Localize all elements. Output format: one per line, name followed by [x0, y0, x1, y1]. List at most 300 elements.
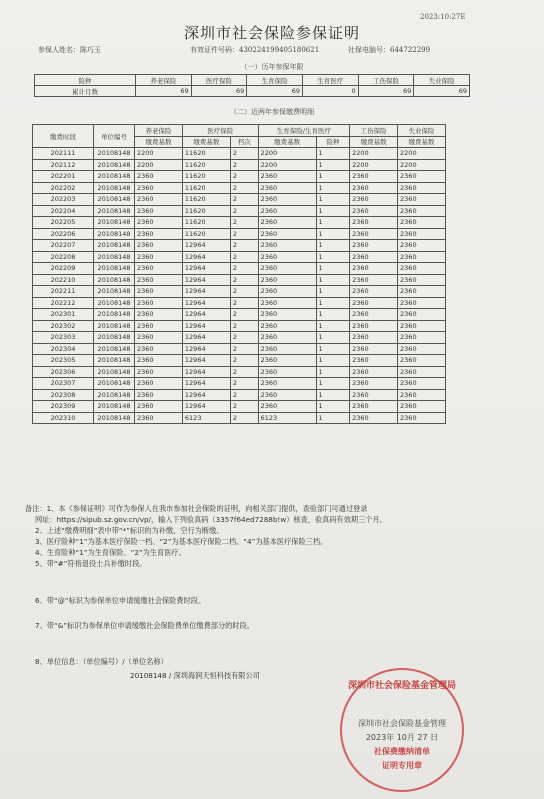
table-cell: 1 — [316, 205, 350, 217]
header-cell: 养老保险 — [135, 125, 183, 137]
table-cell: 2360 — [135, 217, 183, 229]
table-cell: 1 — [316, 240, 350, 252]
table-cell: 2360 — [135, 171, 183, 183]
table-cell: 1 — [316, 343, 350, 355]
seal-date: 2023年 10月 27 日 — [365, 733, 439, 742]
table-header-row — [33, 125, 446, 137]
table-row — [33, 148, 446, 160]
table-cell: 2200 — [350, 159, 398, 171]
table-row — [33, 228, 446, 240]
table-cell: 2 — [230, 148, 258, 160]
table-cell: 2360 — [398, 320, 446, 332]
table-cell: 69 — [358, 86, 414, 97]
table-cell: 12964 — [182, 320, 230, 332]
table-cell: 2 — [230, 412, 258, 424]
table-cell: 2360 — [258, 286, 316, 298]
table-cell: 20108148 — [94, 412, 135, 424]
table-cell: 2 — [230, 171, 258, 183]
header-cell: 生育保险/生育医疗 — [258, 125, 350, 137]
table-row — [33, 274, 446, 286]
header-cell: 工伤保险 — [350, 125, 398, 137]
table-cell: 2360 — [398, 412, 446, 424]
table-cell: 20108148 — [94, 297, 135, 309]
table-cell: 2 — [230, 240, 258, 252]
table-cell: 2360 — [350, 412, 398, 424]
table-cell: 2360 — [350, 366, 398, 378]
table-cell: 202210 — [33, 274, 94, 286]
table-cell: 2 — [230, 286, 258, 298]
table-cell: 2360 — [258, 228, 316, 240]
table-row — [33, 217, 446, 229]
table-cell: 2 — [230, 159, 258, 171]
table-cell: 2360 — [350, 274, 398, 286]
table-cell: 2360 — [350, 401, 398, 413]
table-cell: 12964 — [182, 332, 230, 344]
official-seal — [340, 668, 464, 792]
table-row — [33, 401, 446, 413]
payment-detail-table — [32, 124, 446, 424]
table-cell: 2360 — [398, 274, 446, 286]
table-cell: 2200 — [135, 159, 183, 171]
table-cell: 2360 — [258, 251, 316, 263]
header-cell: 失业保险 — [398, 125, 446, 137]
row-label: 累计月数 — [35, 86, 136, 97]
table-cell: 2360 — [135, 389, 183, 401]
table-cell: 2360 — [135, 320, 183, 332]
table-cell: 2360 — [258, 171, 316, 183]
table-cell: 202302 — [33, 320, 94, 332]
table-cell: 69 — [247, 86, 303, 97]
table-cell: 2360 — [258, 378, 316, 390]
table-cell: 2360 — [350, 286, 398, 298]
table-cell: 1 — [316, 217, 350, 229]
table-cell: 202206 — [33, 228, 94, 240]
notes-block — [25, 503, 525, 569]
table-cell: 1 — [316, 148, 350, 160]
table-cell: 20108148 — [94, 217, 135, 229]
table-cell: 202111 — [33, 148, 94, 160]
table-cell: 2360 — [135, 355, 183, 367]
table-cell: 2 — [230, 263, 258, 275]
table-cell: 12964 — [182, 389, 230, 401]
header-cell: 养老保险 — [136, 75, 192, 86]
insured-name: 陈巧玉 — [80, 46, 101, 54]
header-cell: 医疗保险 — [182, 125, 258, 137]
table-cell: 2360 — [258, 297, 316, 309]
header-cell: 生育保险 — [247, 75, 303, 86]
table-row — [33, 332, 446, 344]
table-cell: 2360 — [258, 401, 316, 413]
table-cell: 20108148 — [94, 274, 135, 286]
table-cell: 202306 — [33, 366, 94, 378]
table-cell: 2200 — [350, 148, 398, 160]
table-cell: 2360 — [350, 182, 398, 194]
table-cell: 2360 — [350, 240, 398, 252]
table-cell: 2360 — [258, 205, 316, 217]
print-date: 2023:10:27E — [420, 13, 466, 21]
table-cell: 1 — [316, 378, 350, 390]
table-cell: 2360 — [135, 194, 183, 206]
table-cell: 2360 — [398, 171, 446, 183]
insured-name-line — [38, 45, 101, 55]
table-cell: 20108148 — [94, 389, 135, 401]
table-cell: 20108148 — [94, 366, 135, 378]
table-cell: 2360 — [398, 332, 446, 344]
table-cell: 20108148 — [94, 148, 135, 160]
table-cell: 2360 — [398, 309, 446, 321]
table-cell: 11620 — [182, 159, 230, 171]
table-cell: 2360 — [350, 205, 398, 217]
table-cell: 12964 — [182, 263, 230, 275]
table-cell: 12964 — [182, 274, 230, 286]
table-cell: 2 — [230, 320, 258, 332]
card-number-label: 社保电脑号： — [348, 46, 390, 54]
table-cell: 2360 — [258, 263, 316, 275]
table-cell: 2200 — [135, 148, 183, 160]
table-cell: 1 — [316, 251, 350, 263]
note-line: 备注：1、本《参保证明》可作为参保人在我市参加社会保险的证明，向相关部门提供，查验部门可通过登录 — [25, 504, 368, 513]
table-cell: 12964 — [182, 355, 230, 367]
table-cell: 2360 — [398, 205, 446, 217]
header-cell: 医疗保险 — [191, 75, 247, 86]
table-cell: 2 — [230, 355, 258, 367]
table-cell: 2360 — [135, 286, 183, 298]
table-cell: 2360 — [398, 366, 446, 378]
table-cell: 2 — [230, 205, 258, 217]
seal-line1: 深圳市社会保险基金管理 — [358, 719, 446, 728]
table-row — [33, 286, 446, 298]
table-cell: 2360 — [398, 401, 446, 413]
table-cell: 202202 — [33, 182, 94, 194]
seal-line3: 社保费缴纳清单 — [374, 747, 430, 756]
table-cell: 202204 — [33, 205, 94, 217]
table-cell: 20108148 — [94, 332, 135, 344]
table-cell: 1 — [316, 274, 350, 286]
table-cell: 69 — [191, 86, 247, 97]
table-row — [33, 182, 446, 194]
table-cell: 20108148 — [94, 240, 135, 252]
table-row — [33, 251, 446, 263]
table-cell: 12964 — [182, 251, 230, 263]
table-cell: 20108148 — [94, 228, 135, 240]
table-cell: 2360 — [350, 332, 398, 344]
card-number: 644722299 — [390, 46, 431, 54]
table-cell: 2360 — [135, 228, 183, 240]
seal-line4: 证明专用章 — [382, 761, 422, 770]
table-cell: 2 — [230, 182, 258, 194]
table-cell: 2360 — [258, 274, 316, 286]
header-cell: 单位编号 — [94, 125, 135, 148]
table-cell: 20108148 — [94, 309, 135, 321]
table-cell: 2360 — [350, 251, 398, 263]
table-row — [33, 297, 446, 309]
table-cell: 1 — [316, 263, 350, 275]
header-cell: 缴费基数 — [398, 136, 446, 148]
table-cell: 2360 — [135, 332, 183, 344]
insured-name-label: 参保人姓名： — [38, 46, 80, 54]
table-cell: 1 — [316, 194, 350, 206]
table-cell: 2360 — [398, 355, 446, 367]
table-cell: 11620 — [182, 194, 230, 206]
table-cell: 12964 — [182, 286, 230, 298]
table-cell: 1 — [316, 171, 350, 183]
table-row — [33, 378, 446, 390]
table-cell: 2360 — [135, 297, 183, 309]
table-row — [35, 86, 470, 97]
table-cell: 2360 — [258, 355, 316, 367]
table-cell: 202201 — [33, 171, 94, 183]
table-cell: 2360 — [398, 297, 446, 309]
table-header-row — [35, 75, 470, 86]
table-cell: 2360 — [350, 389, 398, 401]
table-cell: 2360 — [398, 217, 446, 229]
table-cell: 2360 — [258, 332, 316, 344]
section1-title: （一）历年参保年限 — [240, 63, 304, 71]
table-row — [33, 240, 446, 252]
table-cell: 2360 — [398, 263, 446, 275]
table-cell: 2360 — [350, 217, 398, 229]
table-cell: 0 — [302, 86, 358, 97]
table-cell: 2 — [230, 366, 258, 378]
table-cell: 20108148 — [94, 320, 135, 332]
table-cell: 20108148 — [94, 194, 135, 206]
table-cell: 69 — [136, 86, 192, 97]
table-cell: 2360 — [258, 309, 316, 321]
table-cell: 20108148 — [94, 171, 135, 183]
header-cell: 缴费基数 — [258, 136, 316, 148]
table-cell: 2360 — [135, 251, 183, 263]
table-cell: 12964 — [182, 378, 230, 390]
header-cell: 工伤保险 — [358, 75, 414, 86]
table-cell: 2360 — [398, 240, 446, 252]
table-cell: 1 — [316, 228, 350, 240]
table-cell: 2 — [230, 332, 258, 344]
note-line: 7、带“&”标识为参保单位申请缓缴社会保险费单位缴费部分的时段。 — [35, 621, 254, 630]
table-cell: 6123 — [182, 412, 230, 424]
table-cell: 12964 — [182, 401, 230, 413]
table-cell: 2200 — [398, 148, 446, 160]
header-cell: 档次 — [230, 136, 258, 148]
table-cell: 202203 — [33, 194, 94, 206]
table-cell: 2360 — [398, 378, 446, 390]
table-cell: 20108148 — [94, 286, 135, 298]
table-cell: 2 — [230, 217, 258, 229]
table-cell: 2360 — [135, 343, 183, 355]
table-cell: 2360 — [258, 366, 316, 378]
table-row — [33, 159, 446, 171]
table-cell: 20108148 — [94, 182, 135, 194]
table-cell: 2360 — [398, 182, 446, 194]
note-line: 6、带“@”标识为参保单位申请缓缴社会保险费时段。 — [35, 596, 206, 605]
table-cell: 2 — [230, 274, 258, 286]
table-cell: 20108148 — [94, 251, 135, 263]
table-cell: 2 — [230, 194, 258, 206]
header-cell: 生育医疗 — [302, 75, 358, 86]
table-cell: 202208 — [33, 251, 94, 263]
table-cell: 202305 — [33, 355, 94, 367]
insurance-years-table — [34, 74, 470, 97]
table-cell: 202308 — [33, 389, 94, 401]
table-cell: 11620 — [182, 182, 230, 194]
table-cell: 2200 — [258, 148, 316, 160]
table-cell: 2 — [230, 343, 258, 355]
table-cell: 2360 — [350, 194, 398, 206]
table-cell: 11620 — [182, 205, 230, 217]
table-cell: 12964 — [182, 343, 230, 355]
table-cell: 2 — [230, 378, 258, 390]
table-cell: 2360 — [258, 194, 316, 206]
table-row — [33, 263, 446, 275]
table-cell: 2 — [230, 228, 258, 240]
unit-info: 20108148 / 深圳海润天恒科技有限公司 — [130, 671, 260, 680]
table-cell: 20108148 — [94, 159, 135, 171]
table-cell: 1 — [316, 297, 350, 309]
table-row — [33, 205, 446, 217]
table-cell: 2360 — [135, 378, 183, 390]
table-cell: 2360 — [135, 274, 183, 286]
table-row — [33, 412, 446, 424]
table-cell: 20108148 — [94, 343, 135, 355]
id-number: 430224199405180621 — [239, 46, 320, 54]
header-cell: 缴费基数 — [135, 136, 183, 148]
note-line: 2、上述“缴费明细”表中带“*”标识的为补缴，空行为断缴。 — [35, 526, 224, 535]
table-cell: 1 — [316, 389, 350, 401]
table-cell: 2 — [230, 251, 258, 263]
seal-arc-text: 深圳市社会保险基金管理局 — [347, 681, 456, 691]
table-cell: 11620 — [182, 228, 230, 240]
header-cell: 缴费基数 — [350, 136, 398, 148]
table-cell: 2360 — [135, 412, 183, 424]
table-row — [33, 355, 446, 367]
table-cell: 2360 — [135, 205, 183, 217]
table-cell: 202112 — [33, 159, 94, 171]
table-cell: 1 — [316, 332, 350, 344]
table-cell: 2 — [230, 389, 258, 401]
table-cell: 2360 — [135, 366, 183, 378]
table-cell: 2360 — [398, 343, 446, 355]
note-line: 3、医疗险种“1”为基本医疗保险一档、“2”为基本医疗保险二档、“4”为基本医疗保险三档。 — [35, 537, 328, 546]
table-cell: 2360 — [350, 228, 398, 240]
table-row — [33, 389, 446, 401]
table-cell: 2360 — [398, 389, 446, 401]
table-cell: 2360 — [258, 182, 316, 194]
table-cell: 2 — [230, 309, 258, 321]
table-row — [33, 343, 446, 355]
page-title: 深圳市社会保险参保证明 — [183, 24, 360, 42]
table-cell: 11620 — [182, 148, 230, 160]
table-cell: 20108148 — [94, 355, 135, 367]
table-cell: 20108148 — [94, 205, 135, 217]
card-number-line — [348, 45, 430, 55]
table-cell: 2200 — [398, 159, 446, 171]
id-number-line — [190, 45, 319, 55]
table-cell: 2 — [230, 401, 258, 413]
table-cell: 2360 — [258, 217, 316, 229]
header-cell: 缴费基数 — [182, 136, 230, 148]
header-cell: 失业保险 — [414, 75, 470, 86]
table-cell: 2200 — [258, 159, 316, 171]
table-cell: 2360 — [350, 171, 398, 183]
table-cell: 2360 — [258, 343, 316, 355]
table-cell: 2 — [230, 297, 258, 309]
table-cell: 12964 — [182, 309, 230, 321]
table-cell: 2360 — [398, 228, 446, 240]
table-cell: 202212 — [33, 297, 94, 309]
table-cell: 1 — [316, 286, 350, 298]
table-cell: 2360 — [350, 343, 398, 355]
table-cell: 2360 — [258, 320, 316, 332]
table-cell: 69 — [414, 86, 470, 97]
header-cell: 险种 — [35, 75, 136, 86]
table-cell: 2360 — [258, 389, 316, 401]
table-cell: 12964 — [182, 366, 230, 378]
table-cell: 202309 — [33, 401, 94, 413]
table-cell: 202211 — [33, 286, 94, 298]
table-cell: 1 — [316, 320, 350, 332]
table-cell: 202207 — [33, 240, 94, 252]
table-cell: 6123 — [258, 412, 316, 424]
table-cell: 2360 — [135, 309, 183, 321]
table-cell: 202303 — [33, 332, 94, 344]
table-cell: 2360 — [350, 320, 398, 332]
table-cell: 1 — [316, 309, 350, 321]
section2-title: （二）近两年参保缴费明细 — [230, 108, 314, 116]
table-cell: 1 — [316, 366, 350, 378]
table-cell: 2360 — [135, 263, 183, 275]
table-cell: 2360 — [135, 182, 183, 194]
header-cell: 缴费时段 — [33, 125, 94, 148]
table-cell: 202310 — [33, 412, 94, 424]
table-cell: 202304 — [33, 343, 94, 355]
note-line: 网址：https://sipub.sz.gov.cn/vp/，输入下列验真码（3357f64ed7288b!w）核查，验真码有效期三个月。 — [35, 515, 387, 524]
table-row — [33, 194, 446, 206]
table-cell: 202307 — [33, 378, 94, 390]
table-cell: 1 — [316, 355, 350, 367]
table-cell: 2360 — [398, 251, 446, 263]
header-cell: 险种 — [316, 136, 350, 148]
table-cell: 2360 — [398, 286, 446, 298]
id-number-label: 有效证件号码： — [190, 46, 239, 54]
table-row — [33, 309, 446, 321]
table-cell: 2360 — [398, 194, 446, 206]
table-cell: 1 — [316, 182, 350, 194]
table-cell: 20108148 — [94, 378, 135, 390]
table-cell: 1 — [316, 401, 350, 413]
table-cell: 12964 — [182, 297, 230, 309]
table-cell: 2360 — [135, 240, 183, 252]
table-cell: 11620 — [182, 217, 230, 229]
table-row — [33, 171, 446, 183]
table-cell: 2360 — [135, 401, 183, 413]
table-cell: 2360 — [258, 240, 316, 252]
table-cell: 12964 — [182, 240, 230, 252]
note-line: 8、单位信息：（单位编号）/（单位名称） — [35, 657, 168, 666]
table-cell: 202209 — [33, 263, 94, 275]
table-cell: 1 — [316, 159, 350, 171]
table-cell: 202301 — [33, 309, 94, 321]
table-cell: 11620 — [182, 171, 230, 183]
table-cell: 202205 — [33, 217, 94, 229]
table-row — [33, 320, 446, 332]
note-line: 5、带“#”符指退役士兵补缴时段。 — [35, 559, 147, 568]
table-cell: 20108148 — [94, 263, 135, 275]
table-cell: 1 — [316, 412, 350, 424]
table-cell: 2360 — [350, 309, 398, 321]
table-cell: 2360 — [350, 378, 398, 390]
table-cell: 2360 — [350, 355, 398, 367]
note-line: 4、生育险种“1”为生育保险、“2”为生育医疗。 — [35, 548, 186, 557]
table-cell: 20108148 — [94, 401, 135, 413]
